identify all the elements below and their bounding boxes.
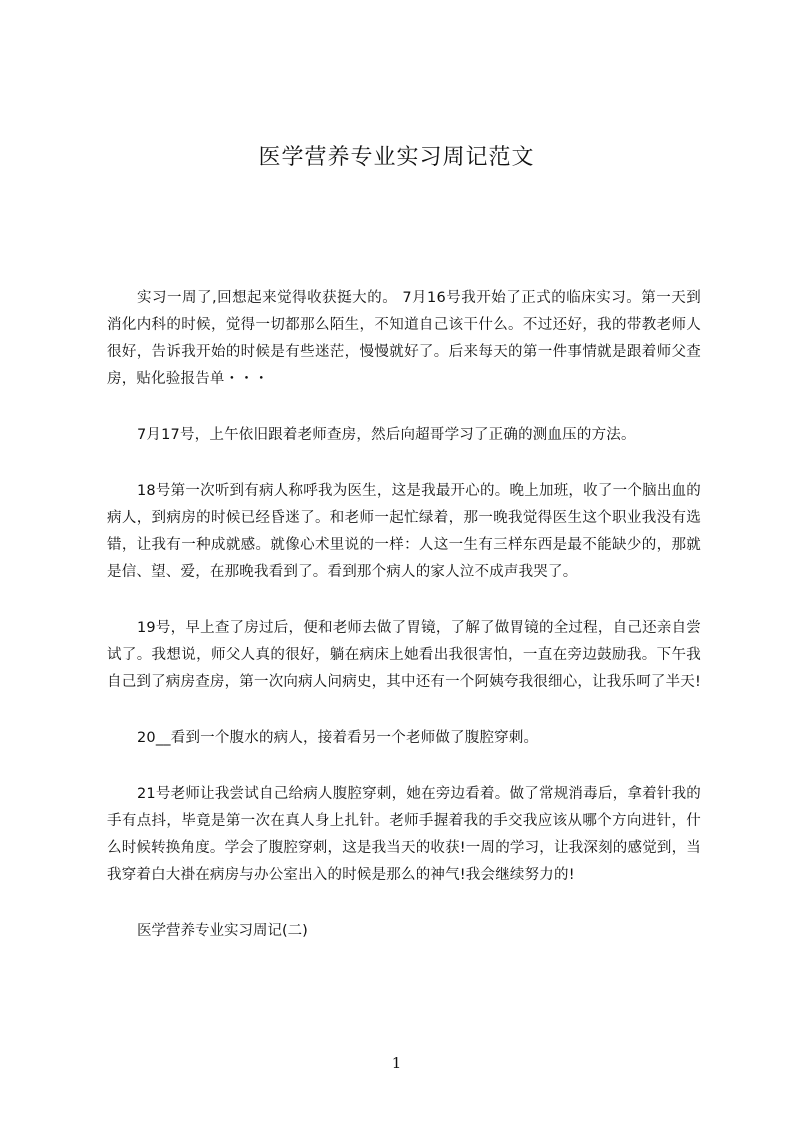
paragraph-5: 20__看到一个腹水的病人，接着看另一个老师做了腹腔穿刺。: [137, 730, 539, 746]
paragraph-3: 18号第一次听到有病人称呼我为医生，这是我最开心的。晚上加班，收了一个脑出血的病人，到病房的时候已经昏迷了。和老师一起忙绿着，那一晚我觉得医生这个职业我没有选错，让我有一种成就感。就像心术里说的一样：人这一生有三样东西是最不能缺少的，那就是信、望、爱，在那晚我看到了。看到那个病人的家人泣不成声我哭了。: [107, 483, 701, 580]
document-body: [107, 285, 701, 945]
section-subheading: 医学营养专业实习周记(二): [137, 923, 308, 939]
paragraph-4: 19号，早上查了房过后，便和老师去做了胃镜，了解了做胃镜的全过程，自己还亲自尝试了。我想说，师父人真的很好，躺在病床上她看出我很害怕，一直在旁边鼓励我。下午我自己到了病房查房，第一次向病人问病史，其中还有一个阿姨夸我很细心，让我乐呵了半天!: [107, 620, 702, 690]
paragraph-1: 实习一周了,回想起来觉得收获挺大的。 7月16号我开始了正式的临床实习。第一天到消化内科的时候，觉得一切都那么陌生，不知道自己该干什么。不过还好，我的带教老师人很好，告诉我开始的时候是有些迷茫，慢慢就好了。后来每天的第一件事情就是跟着师父查房，贴化验报告单・・・: [107, 290, 701, 387]
page-number: 1: [391, 1054, 402, 1072]
document-title: 医学营养专业实习周记范文: [258, 145, 535, 170]
paragraph-2: 7月17号，上午依旧跟着老师查房，然后向超哥学习了正确的测血压的方法。: [137, 427, 636, 443]
paragraph-6: 21号老师让我尝试自己给病人腹腔穿刺，她在旁边看着。做了常规消毒后，拿着针我的手有点抖，毕竟是第一次在真人身上扎针。老师手握着我的手交我应该从哪个方向进针，什么时候转换角度。学会了腹腔穿刺，这是我当天的收获!一周的学习，让我深刻的感觉到，当我穿着白大褂在病房与办公室出入的时候是那么的神气!我会继续努力的!: [107, 786, 702, 883]
